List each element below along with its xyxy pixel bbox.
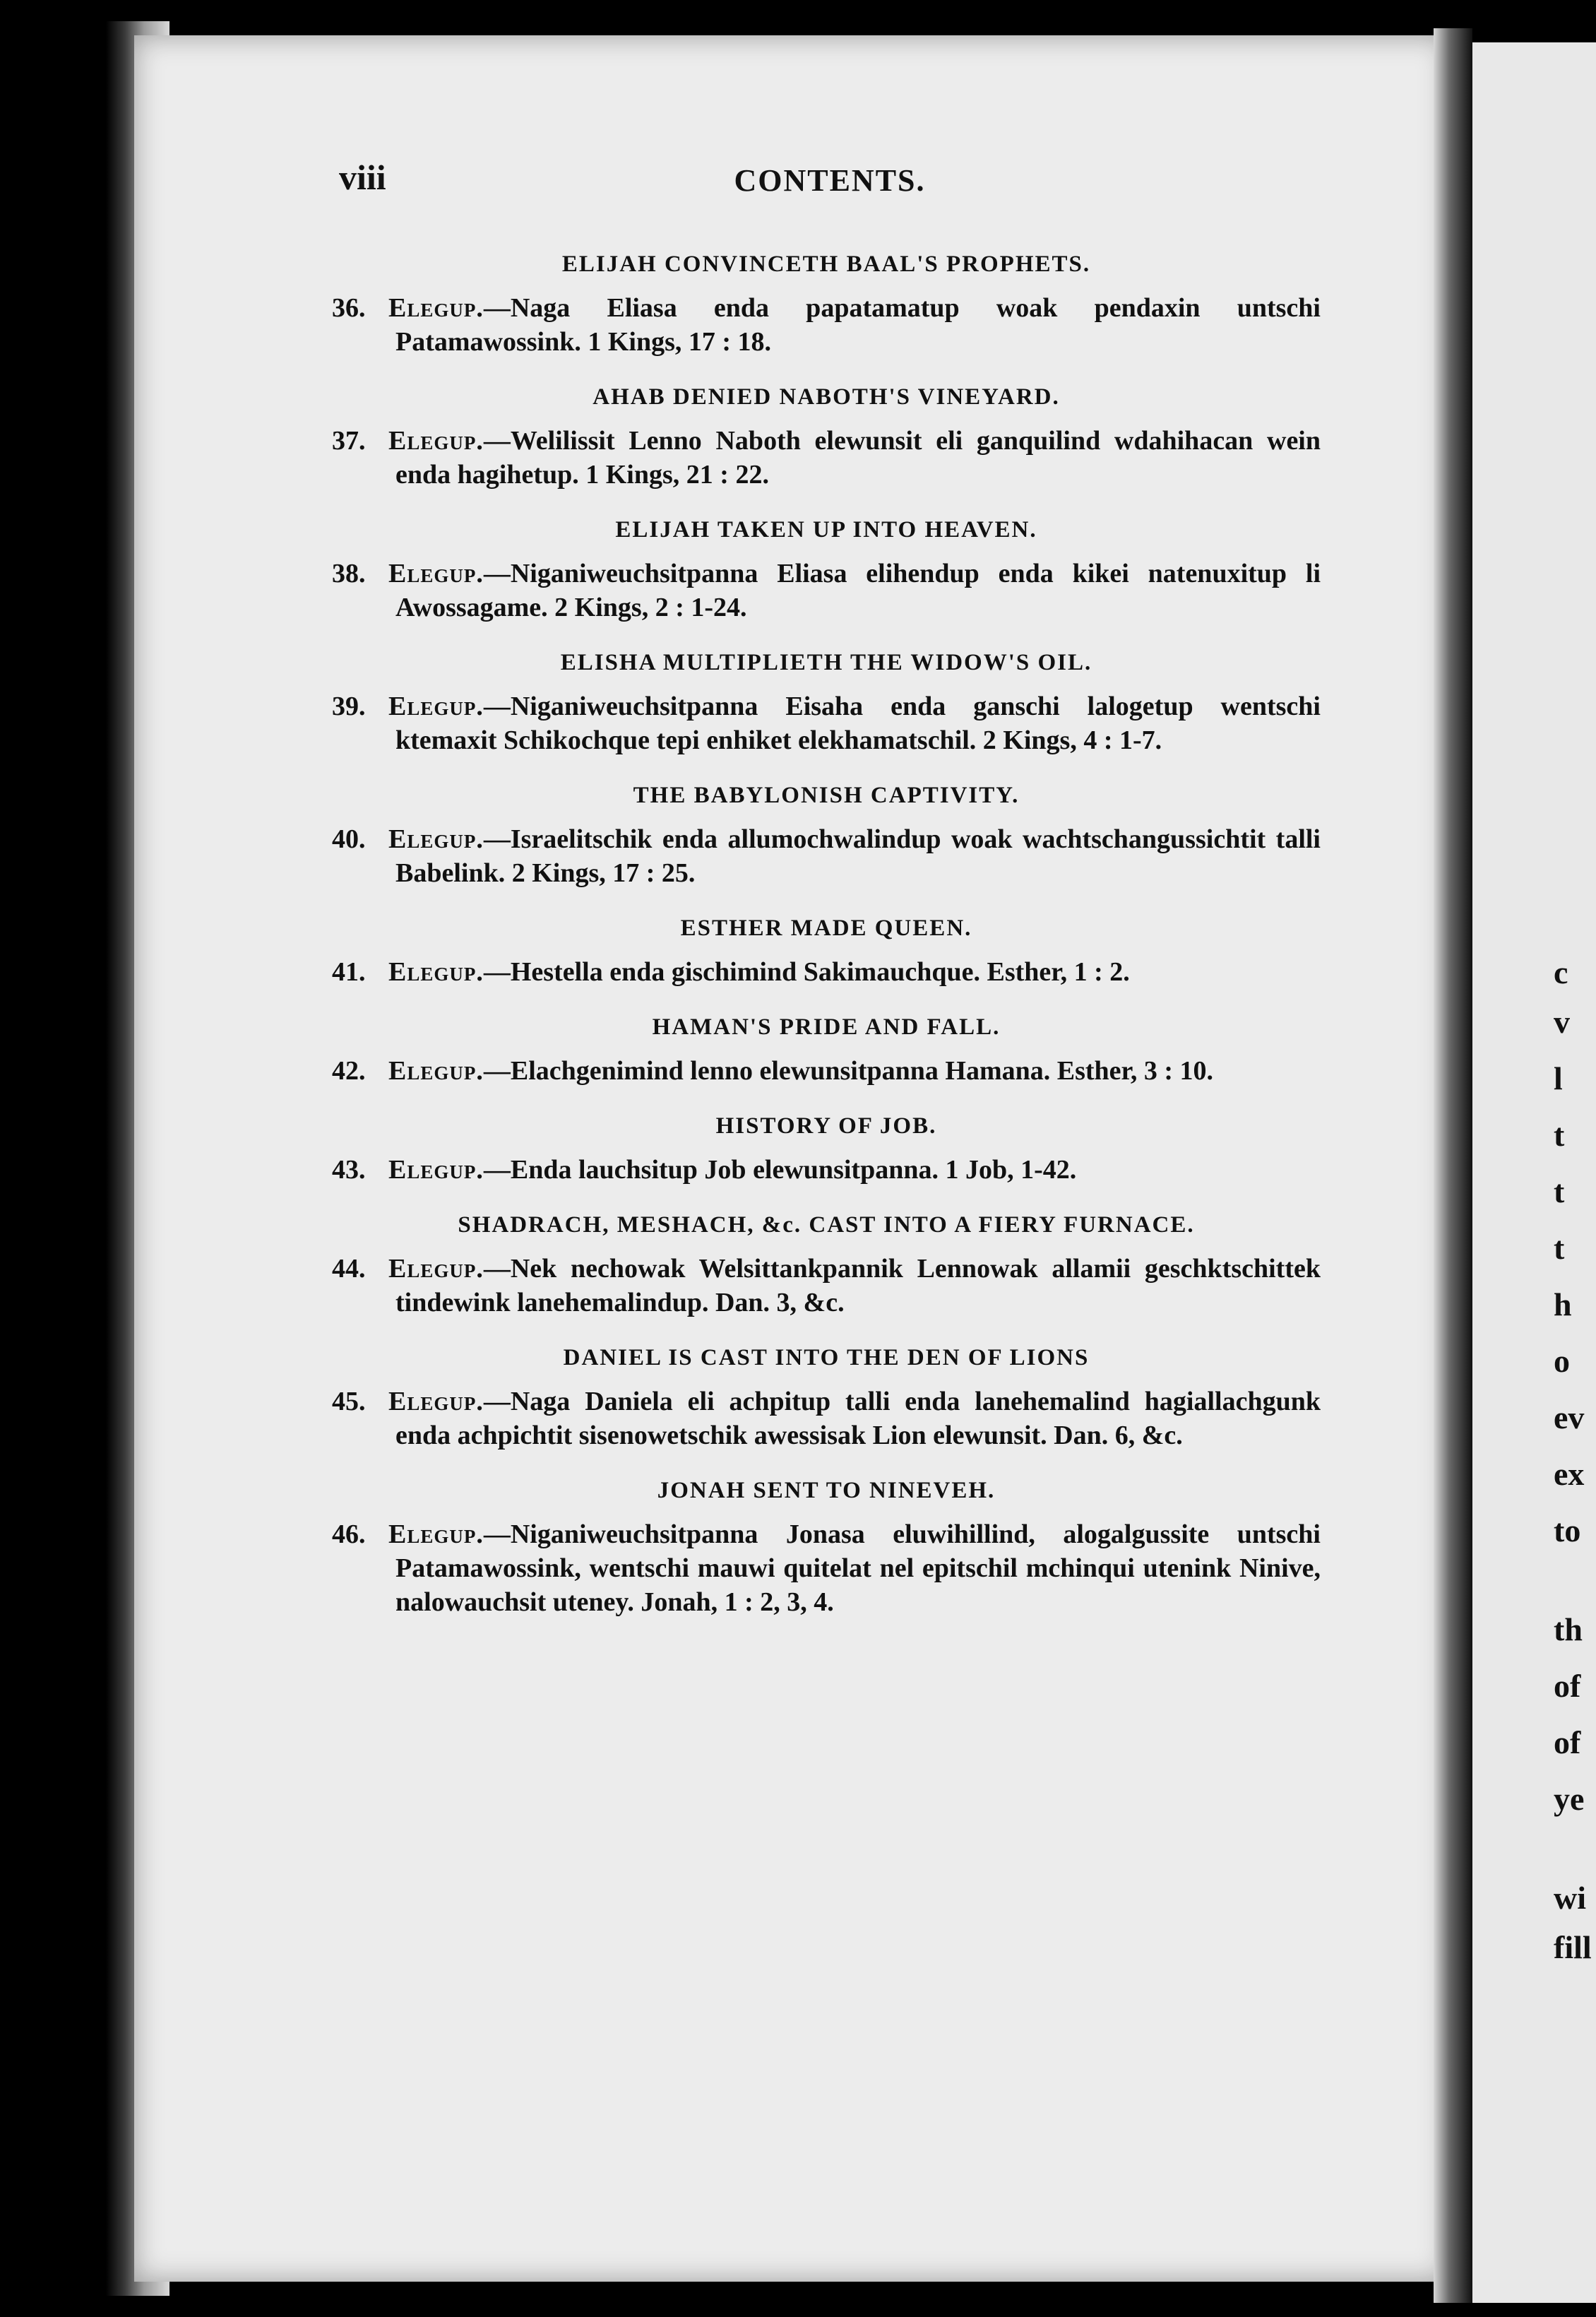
section-title: THE BABYLONISH CAPTIVITY. — [633, 783, 1020, 808]
entry-number: 40. — [332, 824, 366, 854]
page-number: viii — [339, 158, 386, 197]
facing-page-fragment: t — [1554, 1117, 1565, 1153]
contents-entry — [332, 822, 1321, 890]
page-header — [339, 157, 1321, 206]
entry-text: —Israelitschik enda allumochwalindup woak wachtschangussichtit talli Babelink. 2 Kings, 17 : 25. — [395, 824, 1321, 888]
entry-number: 41. — [332, 957, 366, 987]
contents-entry — [332, 1153, 1321, 1187]
entry-text: —Niganiweuchsitpanna Jonasa eluwihillind, alogalgussite untschi Patamawossink, wentschi mauwi quitelat nel epitschil mchinqui utenink Ninive, nalowauchsit uteney. Jonah, 1 : 2, 3, 4. — [395, 1519, 1321, 1617]
facing-page-fragment: th — [1554, 1611, 1583, 1647]
entry-number: 36. — [332, 293, 366, 323]
section-title: ELISHA MULTIPLIETH THE WIDOW'S OIL. — [560, 650, 1092, 675]
book-gutter — [1434, 28, 1472, 2303]
contents-section — [332, 778, 1321, 890]
contents-entry — [332, 291, 1321, 359]
facing-page-fragment: wi — [1554, 1880, 1586, 1916]
facing-page-fragment: to — [1554, 1512, 1581, 1548]
facing-page-fragment: v — [1554, 1004, 1570, 1040]
section-title: JONAH SENT TO NINEVEH. — [657, 1478, 996, 1503]
facing-page-fragment: t — [1554, 1230, 1565, 1266]
facing-page-fragment: ex — [1554, 1456, 1585, 1492]
contents-list — [332, 247, 1321, 1640]
contents-entry — [332, 1054, 1321, 1088]
facing-page-fragment: l — [1554, 1060, 1563, 1096]
contents-entry — [332, 557, 1321, 624]
entry-keyword: Elegup. — [388, 426, 484, 456]
running-head: CONTENTS. — [734, 163, 926, 198]
entry-number: 39. — [332, 692, 366, 721]
contents-section — [332, 1208, 1321, 1320]
section-title: HAMAN'S PRIDE AND FALL. — [652, 1014, 1001, 1040]
section-title: ESTHER MADE QUEEN. — [680, 915, 972, 941]
contents-section — [332, 1341, 1321, 1452]
section-title: AHAB DENIED NABOTH'S VINEYARD. — [592, 384, 1060, 410]
facing-page-fragment: ye — [1554, 1781, 1585, 1817]
entry-number: 37. — [332, 426, 366, 456]
entry-keyword: Elegup. — [388, 293, 484, 323]
contents-entry — [332, 1517, 1321, 1619]
entry-text: —Enda lauchsitup Job elewunsitpanna. 1 Job, 1-42. — [483, 1155, 1077, 1185]
entry-number: 43. — [332, 1155, 366, 1185]
facing-page-fragment: ev — [1554, 1399, 1585, 1435]
entry-keyword: Elegup. — [388, 824, 484, 854]
entry-text: —Nek nechowak Welsittankpannik Lennowak allamii geschktschittek tindewink lanehemalindup. Dan. 3, &c. — [395, 1254, 1321, 1317]
section-title: HISTORY OF JOB. — [715, 1113, 937, 1139]
entry-number: 46. — [332, 1519, 366, 1549]
entry-keyword: Elegup. — [388, 1254, 484, 1284]
contents-section — [332, 513, 1321, 624]
contents-entry — [332, 424, 1321, 492]
facing-page-fragment: of — [1554, 1724, 1581, 1760]
section-title: DANIEL IS CAST INTO THE DEN OF LIONS — [563, 1345, 1090, 1370]
entry-number: 44. — [332, 1254, 366, 1284]
entry-text: —Welilissit Lenno Naboth elewunsit eli ganquilind wdahihacan wein enda hagihetup. 1 Kings, 21 : 22. — [395, 426, 1321, 490]
entry-text: —Elachgenimind lenno elewunsitpanna Hamana. Esther, 3 : 10. — [483, 1056, 1214, 1086]
entry-keyword: Elegup. — [388, 1056, 484, 1086]
section-title: SHADRACH, MESHACH, &c. CAST INTO A FIERY FURNACE. — [458, 1212, 1195, 1238]
entry-keyword: Elegup. — [388, 957, 484, 987]
entry-text: —Naga Daniela eli achpitup talli enda lanehemalind hagiallachgunk enda achpichtit sisenowetschik awessisak Lion elewunsit. Dan. 6, &c. — [395, 1387, 1321, 1450]
entry-number: 42. — [332, 1056, 366, 1086]
contents-section — [332, 1474, 1321, 1619]
entry-text: —Hestella enda gischimind Sakimauchque. Esther, 1 : 2. — [483, 957, 1130, 987]
facing-page-fragment: t — [1554, 1173, 1565, 1209]
entry-keyword: Elegup. — [388, 1155, 484, 1185]
contents-section — [332, 1010, 1321, 1088]
facing-page-fragment: o — [1554, 1343, 1570, 1379]
contents-entry — [332, 955, 1321, 989]
entry-keyword: Elegup. — [388, 1519, 484, 1549]
contents-section — [332, 911, 1321, 989]
entry-keyword: Elegup. — [388, 1387, 484, 1416]
entry-keyword: Elegup. — [388, 692, 484, 721]
contents-section — [332, 247, 1321, 359]
contents-entry — [332, 1252, 1321, 1320]
contents-section — [332, 646, 1321, 757]
facing-page-fragment: fill — [1554, 1929, 1592, 1965]
entry-text: —Niganiweuchsitpanna Eliasa elihendup enda kikei natenuxitup li Awossagame. 2 Kings, 2 : 1-24. — [395, 559, 1321, 622]
contents-section — [332, 380, 1321, 492]
section-title: ELIJAH CONVINCETH BAAL'S PROPHETS. — [561, 251, 1091, 277]
facing-page-fragment: c — [1554, 954, 1568, 990]
entry-keyword: Elegup. — [388, 559, 484, 588]
facing-page — [1472, 42, 1596, 2303]
contents-entry — [332, 1385, 1321, 1452]
section-title: ELIJAH TAKEN UP INTO HEAVEN. — [615, 517, 1037, 543]
contents-entry — [332, 689, 1321, 757]
entry-text: —Naga Eliasa enda papatamatup woak pendaxin untschi Patamawossink. 1 Kings, 17 : 18. — [395, 293, 1321, 357]
entry-text: —Niganiweuchsitpanna Eisaha enda ganschi lalogetup wentschi ktemaxit Schikochque tepi enhiket elekhamatschil. 2 Kings, 4 : 1-7. — [395, 692, 1321, 755]
facing-page-fragment: of — [1554, 1668, 1581, 1704]
contents-section — [332, 1109, 1321, 1187]
entry-number: 38. — [332, 559, 366, 588]
facing-page-fragment: h — [1554, 1286, 1572, 1322]
entry-number: 45. — [332, 1387, 366, 1416]
